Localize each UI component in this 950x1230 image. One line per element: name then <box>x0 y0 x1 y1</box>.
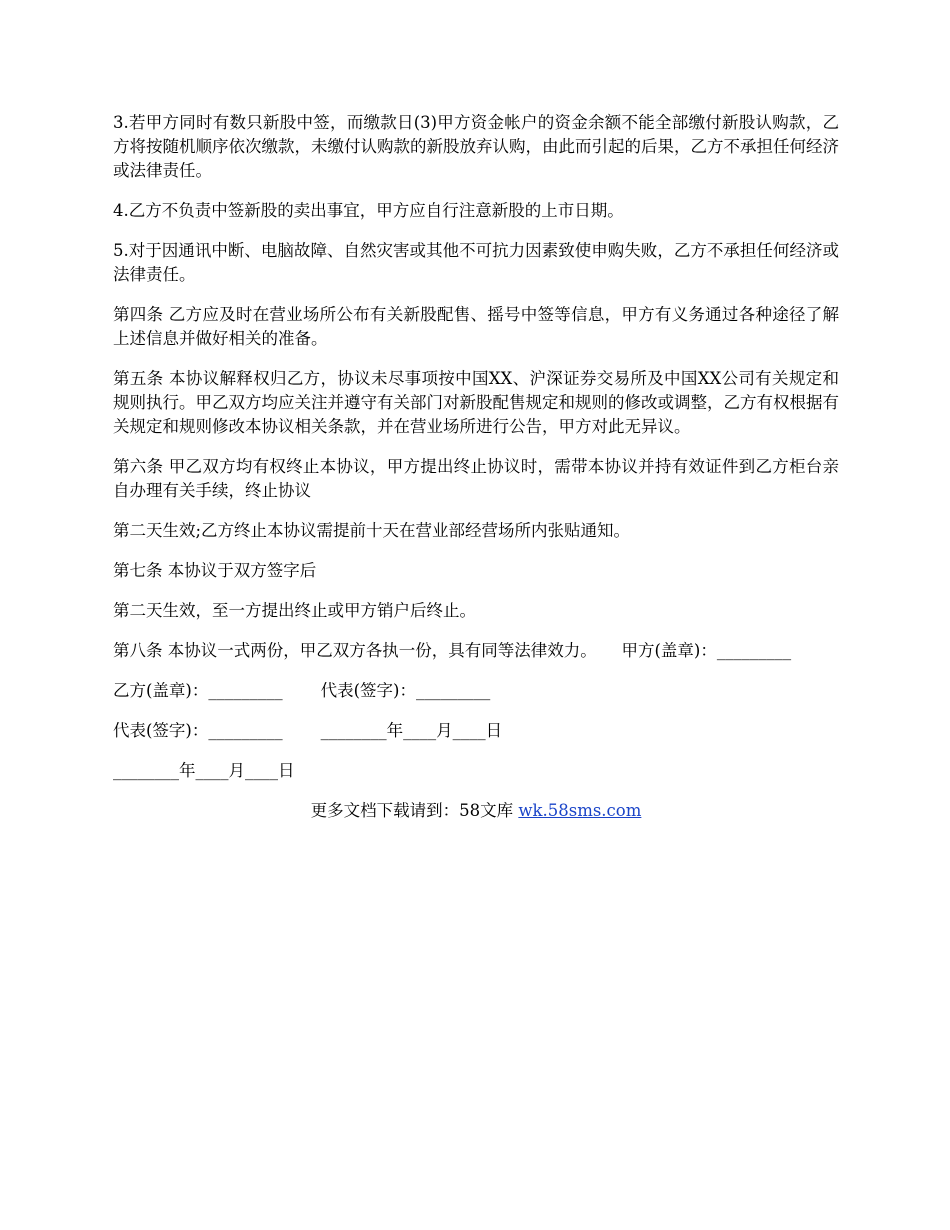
clause-article-4: 第四条 乙方应及时在营业场所公布有关新股配售、摇号中签等信息，甲方有义务通过各种途径了解上述信息并做好相关的准备。 <box>113 305 839 348</box>
signature-row <box>113 719 839 743</box>
document-page <box>113 111 839 823</box>
signature-row <box>113 759 839 783</box>
clause-paragraph: 4.乙方不负责中签新股的卖出事宜，甲方应自行注意新股的上市日期。 <box>113 201 624 220</box>
representative-sign-field: 代表(签字)：_________ <box>113 721 283 740</box>
clause-paragraph: 第二天生效，至一方提出终止或甲方销户后终止。 <box>113 601 476 620</box>
footer <box>113 799 839 823</box>
party-b-seal-field: 乙方(盖章)：_________ <box>113 681 283 700</box>
clause-paragraph: 3.若甲方同时有数只新股中签，而缴款日(3)甲方资金帐户的资金余额不能全部缴付新股认购款，乙方将按随机顺序依次缴款，未缴付认购款的新股放弃认购，由此而引起的后果，乙方不承担任何经济或法律责任。 <box>113 113 839 180</box>
date-field: ________年____月____日 <box>113 761 295 780</box>
footer-text: 更多文档下载请到：58文库 <box>310 801 519 820</box>
clause-paragraph: 5.对于因通讯中断、电脑故障、自然灾害或其他不可抗力因素致使申购失败，乙方不承担任何经济或法律责任。 <box>113 241 839 284</box>
clause-paragraph: 第二天生效;乙方终止本协议需提前十天在营业部经营场所内张贴通知。 <box>113 521 631 540</box>
footer-link[interactable]: wk.58sms.com <box>518 801 642 820</box>
representative-sign-field: 代表(签字)：_________ <box>320 681 491 700</box>
clause-article-7: 第七条 本协议于双方签字后 <box>113 561 317 580</box>
date-field: ________年____月____日 <box>320 721 503 740</box>
signature-row <box>113 679 839 703</box>
clause-article-6: 第六条 甲乙双方均有权终止本协议，甲方提出终止协议时，需带本协议并持有效证件到乙方柜台亲自办理有关手续，终止协议 <box>113 457 839 500</box>
clause-article-8: 第八条 本协议一式两份，甲乙双方各执一份，具有同等法律效力。 甲方(盖章)：_________ <box>113 641 792 660</box>
clause-article-5: 第五条 本协议解释权归乙方，协议未尽事项按中国XX、沪深证券交易所及中国XX公司有关规定和规则执行。甲乙双方均应关注并遵守有关部门对新股配售规定和规则的修改或调整，乙方有权根据有关规定和规则修改本协议相关条款，并在营业场所进行公告，甲方对此无异议。 <box>113 369 839 436</box>
